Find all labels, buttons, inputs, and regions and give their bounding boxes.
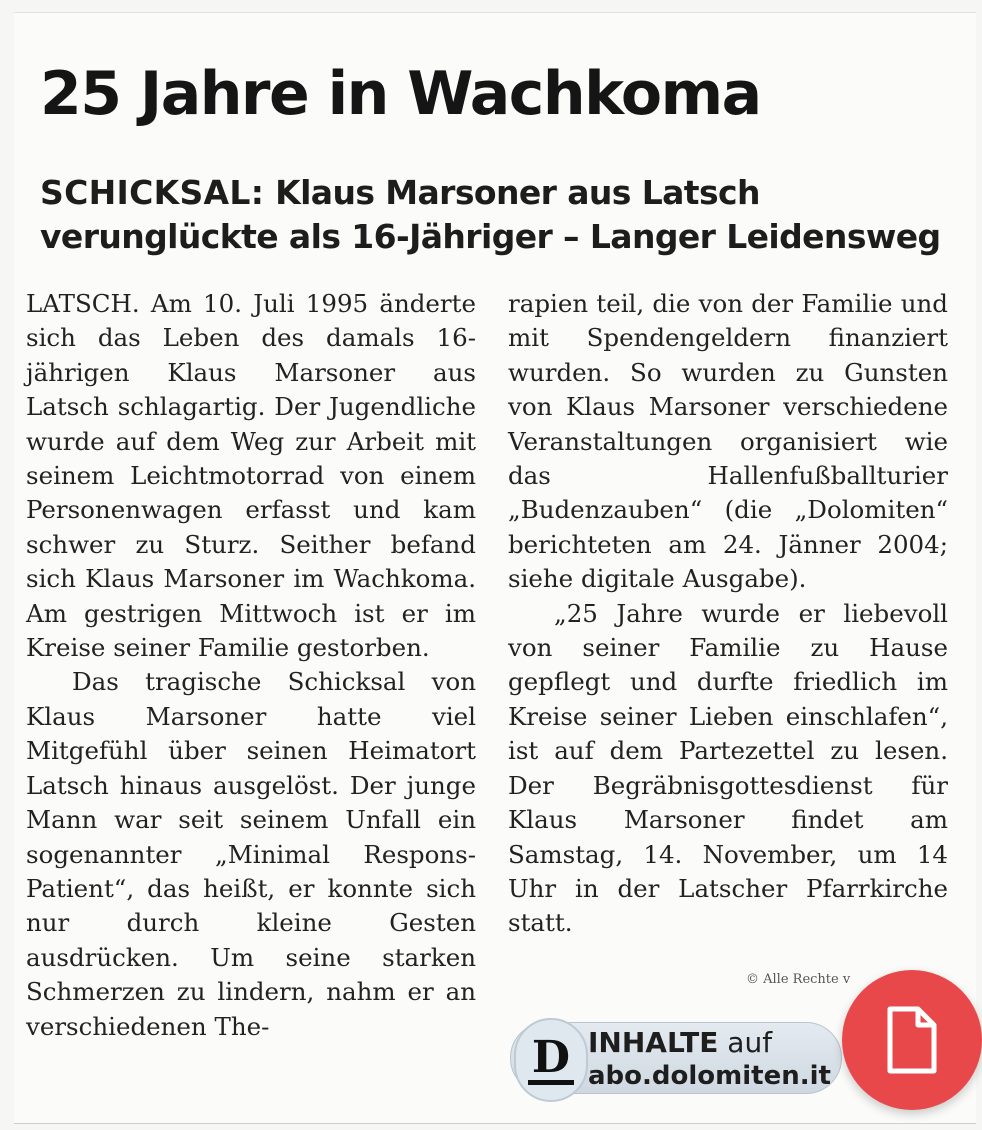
article-paragraph: LATSCH. Am 10. Juli 1995 änderte sich das Leben des damals 16-jährigen Klaus Marsoner aus Latsch schlagartig. Der Jugendliche wurde auf dem Weg zur Arbeit mit seinem Leichtmotorrad von einem Personenwagen erfasst und kam schwer zu Sturz. Seither befand sich Klaus Marsoner im Wachkoma. Am gestrigen Mittwoch ist er im Kreise seiner Familie gestorben. bbox=[26, 289, 476, 663]
subhead-line-1-text: Klaus Marsoner aus Latsch bbox=[264, 173, 760, 212]
article-paragraph: Das tragische Schicksal von Klaus Marsoner hatte viel Mitgefühl über seinen Heimatort Latsch hinaus ausgelöst. Der junge Mann war seit seinem Unfall ein sogenannter „Minimal Respons-Patient“, das heißt, er konnte sich nur durch kleine Gesten ausdrücken. Um seine starken Schmerzen zu lindern, nahm er an verschiedenen The- bbox=[26, 667, 476, 1041]
promo-line-1-rest: auf bbox=[718, 1026, 773, 1059]
dolomiten-logo-icon bbox=[514, 1018, 588, 1102]
article-paragraph: „25 Jahre wurde er liebevoll von seiner Familie zu Hause gepflegt und durfte friedlich im Kreise seiner Lieben einschlafen“, ist auf dem Partezettel zu lesen. Der Begräbnisgottesdienst für Klaus Marsoner findet am Samstag, 14. November, um 14 Uhr in der Latscher Pfarrkirche statt. bbox=[508, 598, 948, 938]
promo-text bbox=[588, 1026, 831, 1092]
subhead-kicker: SCHICKSAL: bbox=[40, 173, 265, 212]
copyright-notice: © Alle Rechte v bbox=[746, 972, 851, 987]
article-paragraph: rapien teil, die von der Familie und mit Spendengeldern finanziert wurden. So wurden zu Gunsten von Klaus Marsoner verschiedene Veranstaltungen organisiert wie das Hallenfußballturier „Budenzauben“ (die „Dolomiten“ berichteten am 24. Jänner 2004; siehe digitale Ausgabe). bbox=[508, 289, 948, 594]
promo-url: abo.dolomiten.it bbox=[588, 1061, 831, 1091]
article-column-left bbox=[26, 287, 476, 1044]
document-icon bbox=[884, 1005, 940, 1075]
document-fab-button[interactable] bbox=[842, 970, 982, 1110]
subhead-line-1 bbox=[40, 171, 960, 215]
promo-line-1 bbox=[588, 1026, 831, 1060]
subscription-promo-banner[interactable] bbox=[510, 1018, 850, 1098]
article-subhead bbox=[40, 171, 960, 259]
logo-letter: D bbox=[528, 1036, 574, 1085]
article-column-right bbox=[508, 287, 948, 941]
article-headline: 25 Jahre in Wachkoma bbox=[40, 59, 761, 129]
subhead-line-2: verunglückte als 16-Jähriger – Langer Leidensweg bbox=[40, 217, 941, 256]
promo-line-1-bold: INHALTE bbox=[588, 1026, 719, 1059]
